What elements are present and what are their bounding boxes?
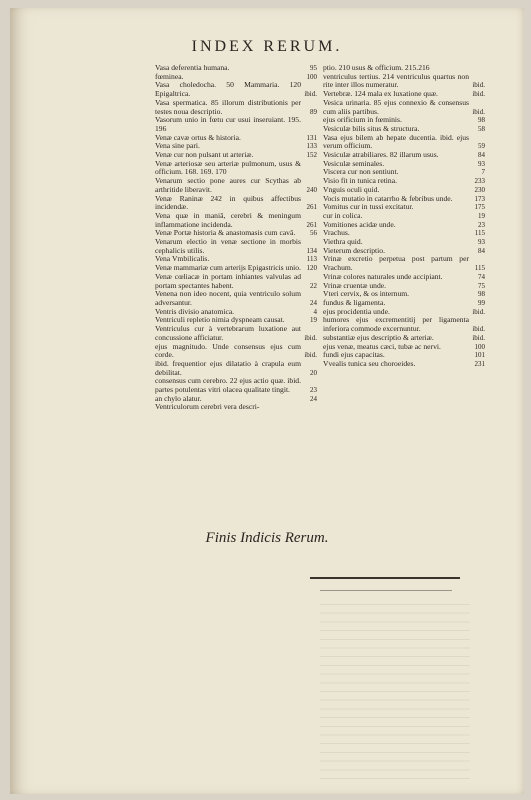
entry-text: an chylo alatur. xyxy=(155,393,202,403)
entry-page: 131 xyxy=(306,133,317,142)
entry-page: 24 xyxy=(310,298,317,307)
entry-page: 261 xyxy=(306,203,317,212)
entry-page: ibid. xyxy=(472,81,485,90)
entry-page: ibid. xyxy=(472,90,485,99)
entry-page: 24 xyxy=(310,394,317,403)
index-entry xyxy=(323,134,485,151)
entry-page: ibid. xyxy=(472,107,485,116)
entry-text: Ventriculus cur à vertebrarum luxatione aut concussione afficiatur. xyxy=(155,324,301,342)
entry-page: 175 xyxy=(474,203,485,212)
entry-page: 84 xyxy=(478,151,485,160)
page-header: INDEX RERUM. xyxy=(191,38,343,55)
entry-page: ibid. xyxy=(304,333,317,342)
index-entry xyxy=(155,177,317,194)
entry-page: 89 xyxy=(310,107,317,116)
entry-page: 133 xyxy=(306,142,317,151)
entry-page: 4 xyxy=(313,307,317,316)
entry-text: Venæ cœliacæ in portam inhiantes valvulas ad portam spectantes habent. xyxy=(155,271,301,290)
entry-text: Vasa spermatica. 85 illorum distributionis per testes noua descriptio. xyxy=(155,97,301,116)
entry-page: 100 xyxy=(306,72,317,81)
entry-text: Venarum sectio pone aures cur Scythas ab arthritide liberavit. xyxy=(155,176,301,194)
entry-text: Vomitiones acidæ unde. xyxy=(323,219,396,229)
entry-text: Venarum electio in venæ sectione in morbis cephalicis utilis. xyxy=(155,237,301,255)
entry-page: ibid. xyxy=(304,90,317,99)
entry-text: ejus orificium in fœminis. xyxy=(323,115,402,125)
index-entry xyxy=(155,212,317,229)
entry-text: ibid. frequentior ejus dilatatio à crapula eum debilitat. xyxy=(155,358,301,377)
entry-text: ejus magnitudo. Unde consensus ejus cum corde. xyxy=(155,341,301,360)
entry-page: 230 xyxy=(474,185,485,194)
entry-page: 22 xyxy=(310,281,317,290)
index-entry xyxy=(155,81,317,98)
entry-text: Visio fit in tunica retina. xyxy=(323,176,397,186)
entry-text: fundi ejus capacitas. xyxy=(323,350,385,360)
entry-text: Vocis mutatio in catarrho & febribus unde. xyxy=(323,193,453,203)
entry-text: ventriculus tertius. 214 ventriculus quartus non rite inter illos numeratur. xyxy=(323,71,469,90)
entry-text: Vomitus cur in tussi excitatur. xyxy=(323,202,414,212)
entry-text: Venæ arteriosæ seu arteriæ pulmonum, usus & officium. 168. 169. 170 xyxy=(155,158,301,177)
entry-page: 173 xyxy=(474,194,485,203)
entry-page: 7 xyxy=(481,168,485,177)
entry-text: fundus & ligamenta. xyxy=(323,297,386,307)
entry-text: Viscera cur non sentiunt. xyxy=(323,167,399,177)
entry-page: 93 xyxy=(478,238,485,247)
entry-page: 231 xyxy=(474,359,485,368)
entry-page: 98 xyxy=(478,290,485,299)
book-page xyxy=(10,8,524,794)
index-entry xyxy=(323,360,485,369)
entry-text: Vena Vmbilicalis. xyxy=(155,254,210,264)
entry-text: Venæ mammariæ cum arterijs Epigastricis unio. xyxy=(155,263,301,273)
entry-page: 99 xyxy=(478,298,485,307)
index-entry xyxy=(155,160,317,177)
entry-page: 23 xyxy=(310,386,317,395)
ornament-rule xyxy=(310,577,460,579)
index-entry xyxy=(155,290,317,307)
entry-page: 59 xyxy=(478,142,485,151)
index-entry xyxy=(155,99,317,116)
bleed-through-rule xyxy=(320,590,452,591)
entry-text: Venena non ideo nocent, quia ventriculo solum adversantur. xyxy=(155,289,301,307)
entry-text: fœminea. xyxy=(155,71,184,81)
entry-page: ibid. xyxy=(304,351,317,360)
entry-page: 261 xyxy=(306,220,317,229)
entry-page: 233 xyxy=(474,177,485,186)
entry-text: Vteri cervix, & os internum. xyxy=(323,289,410,299)
entry-text: Vrinæ cruentæ unde. xyxy=(323,280,387,290)
entry-text: Vesiculæ bilis situs & structura. xyxy=(323,123,420,133)
entry-text: Ventris divisio anatomica. xyxy=(155,306,235,316)
entry-text: Vesiculæ atrabiliares. 82 illarum usus. xyxy=(323,150,439,160)
entry-page: 23 xyxy=(478,220,485,229)
entry-text: Vena sine pari. xyxy=(155,141,200,151)
entry-page: 134 xyxy=(306,246,317,255)
index-column-right xyxy=(323,64,485,369)
entry-page: 20 xyxy=(310,368,317,377)
entry-page: 75 xyxy=(478,281,485,290)
entry-text: ejus venæ, meatus cæci, tubæ ac nervi. xyxy=(323,341,441,351)
entry-page: 19 xyxy=(478,211,485,220)
entry-text: Ventriculorum cerebri vera descri- xyxy=(155,402,260,412)
index-entry xyxy=(155,343,317,360)
entry-text: Vasa deferentia humana. xyxy=(155,63,230,72)
entry-text: Vrinæ excretio perpetua post partum per Vrachum. xyxy=(323,254,469,273)
index-entry xyxy=(155,360,317,377)
entry-text: Venæ Raninæ 242 in quibus affectibus incidendæ. xyxy=(155,193,301,212)
index-entry xyxy=(323,316,485,333)
entry-text: Vrachus. xyxy=(323,228,350,238)
index-entry xyxy=(155,273,317,290)
finis-text: Finis Indicis Rerum. xyxy=(205,530,329,546)
entry-text: Vnguis oculi quid. xyxy=(323,184,380,194)
entry-page: 152 xyxy=(306,151,317,160)
entry-text: ejus procidentia unde. xyxy=(323,306,390,316)
entry-text: Vasorum unio in fœtu cur usui inseruiant. 195. 196 xyxy=(155,115,301,133)
entry-text: Vesica urinaria. 85 ejus connexio & consensus cum aliis partibus. xyxy=(323,97,469,116)
entry-text: Venæ Portæ historia & anastomasis cum cavâ. xyxy=(155,228,296,238)
entry-page: 240 xyxy=(306,185,317,194)
bleed-through-text xyxy=(320,604,470,784)
index-entry xyxy=(323,255,485,272)
entry-text: Venæ cavæ ortus & historia. xyxy=(155,132,241,142)
entry-page: 120 xyxy=(306,264,317,273)
entry-page: 56 xyxy=(310,229,317,238)
entry-page: ibid. xyxy=(472,307,485,316)
entry-page: 84 xyxy=(478,246,485,255)
entry-page: 100 xyxy=(474,342,485,351)
index-entry xyxy=(323,99,485,116)
entry-text: Ventriculi repletio nimia dyspneam causat. xyxy=(155,315,285,325)
entry-text: Vena quæ in maniâ, cerebri & meningum inflammatione incidenda. xyxy=(155,210,301,229)
entry-page: ibid. xyxy=(472,325,485,334)
index-entry xyxy=(155,403,317,412)
entry-page: 115 xyxy=(474,229,485,238)
entry-text: Vvealis tunica seu choroeides. xyxy=(323,358,416,368)
index-column-left xyxy=(155,64,317,412)
entry-text: Venæ cur non pulsant ut arteriæ. xyxy=(155,150,254,160)
entry-text: Vieterum descriptio. xyxy=(323,245,385,255)
entry-page: 113 xyxy=(306,255,317,264)
entry-page: 115 xyxy=(474,264,485,273)
entry-text: humores ejus excrementitij per ligamenta inferiora commode excernuntur. xyxy=(323,315,469,334)
index-entry xyxy=(155,325,317,342)
entry-text: Vesiculæ seminales. xyxy=(323,158,385,168)
index-entry xyxy=(155,116,317,133)
entry-page: 19 xyxy=(310,316,317,325)
index-entry xyxy=(155,238,317,255)
entry-text: substantiæ ejus descriptio & arteriæ. xyxy=(323,332,434,342)
entry-page: 95 xyxy=(310,64,317,72)
index-entry xyxy=(323,73,485,90)
entry-text: Vrinæ colores naturales unde accipiant. xyxy=(323,271,443,281)
index-entry xyxy=(155,377,317,394)
entry-page: ibid. xyxy=(472,333,485,342)
entry-text: consensus cum cerebro. 22 ejus actio quæ. ibid. partes potulentas vitri olacea qualitate tingit. xyxy=(155,376,301,395)
entry-page: 58 xyxy=(478,124,485,133)
entry-page: 101 xyxy=(474,351,485,360)
entry-page: 93 xyxy=(478,159,485,168)
index-entry xyxy=(155,195,317,212)
entry-page: 74 xyxy=(478,272,485,281)
entry-text: Viethra quid. xyxy=(323,237,363,247)
entry-text: Vasa choledocha. 50 Mammaria. 120 Epigaltrica. xyxy=(155,80,301,99)
entry-text: cur in colica. xyxy=(323,210,363,220)
entry-page: 98 xyxy=(478,116,485,125)
entry-text: Vertebræ. 124 mala ex luxatione quæ. xyxy=(323,89,438,99)
entry-text: Vasa ejus bilem ab hepate ducentia. ibid. ejus verum officium. xyxy=(323,132,469,151)
entry-text: ptio. 210 usus & officium. 215.216 xyxy=(323,63,430,72)
